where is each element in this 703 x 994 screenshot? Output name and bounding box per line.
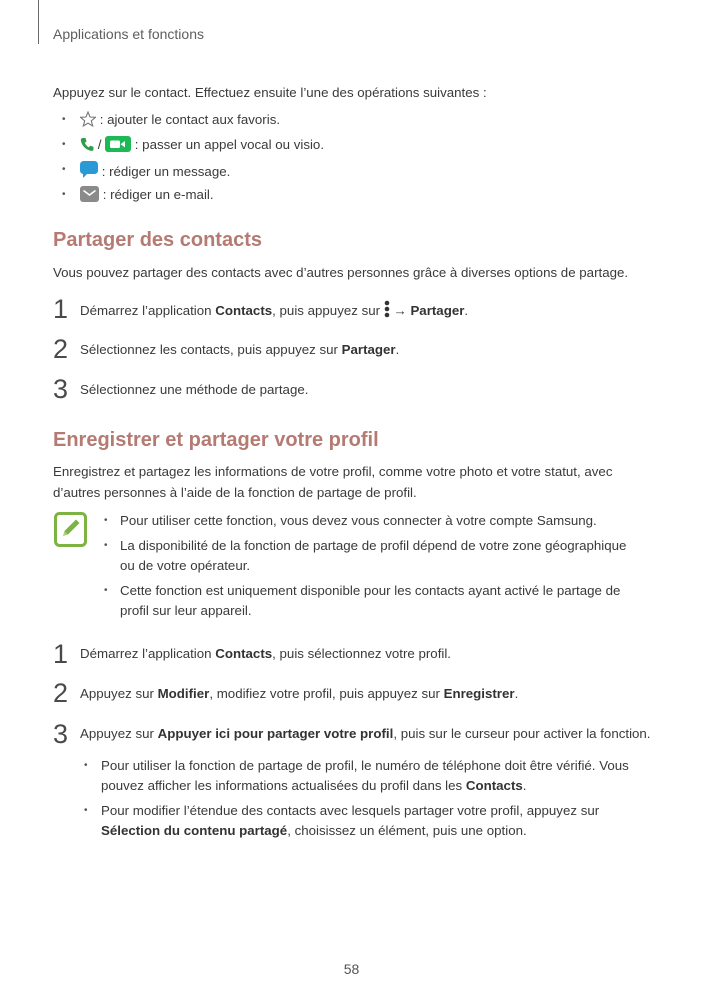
step-number: 1	[53, 294, 69, 324]
call-separator: /	[94, 137, 106, 152]
step-text: Sélectionnez les contacts, puis appuyez sur	[80, 342, 342, 357]
header-title: Applications et fonctions	[53, 26, 204, 42]
header-rule	[38, 0, 39, 44]
share-step-3: Sélectionnez une méthode de partage.	[80, 382, 309, 397]
share-step-1	[80, 300, 468, 323]
note-line-1: Pour utiliser cette fonction, vous devez vous connecter à votre compte Samsung.	[120, 513, 597, 528]
section-profile-description-1: Enregistrez et partagez les informations de votre profil, comme votre photo et votre statut, avec	[53, 464, 613, 479]
sub-text: pouvez afficher les informations actualisées du profil dans les	[101, 778, 466, 793]
note-bullet: •	[104, 585, 108, 596]
star-icon	[80, 111, 96, 132]
sub-bold: Sélection du contenu partagé	[101, 823, 288, 838]
step-number: 3	[53, 719, 69, 749]
step-bold: Partager	[410, 303, 465, 318]
bullet-favorite	[80, 111, 280, 132]
step-bold: Enregistrer	[443, 686, 515, 701]
section-heading-share: Partager des contacts	[53, 229, 262, 251]
step-bold: Contacts	[215, 303, 273, 318]
video-icon	[105, 136, 131, 157]
sub-bold: Contacts	[465, 778, 523, 793]
sub-text: .	[522, 778, 527, 793]
sub-text: , choisissez un élément, puis une option.	[287, 823, 527, 838]
profile-step-3	[80, 725, 651, 743]
step-text: Appuyez sur	[80, 686, 158, 701]
bullet-dot: •	[62, 114, 66, 125]
step-bold: Partager	[341, 342, 396, 357]
step-text: Démarrez l’application	[80, 646, 216, 661]
step-text: .	[514, 686, 519, 701]
sub-line-3: Pour modifier l’étendue des contacts avec lesquels partager votre profil, appuyez sur	[101, 803, 600, 818]
step-text: Appuyez sur	[80, 726, 158, 741]
page-number: 58	[343, 961, 360, 977]
sub-bullet: •	[84, 760, 88, 771]
arrow-text: →	[389, 303, 411, 318]
step-number: 1	[53, 639, 69, 669]
step-text: , modifiez votre profil, puis appuyez sur	[209, 686, 444, 701]
message-icon	[80, 161, 98, 184]
note-bullet: •	[104, 515, 108, 526]
bullet-email	[80, 186, 214, 207]
step-text: , puis appuyez sur	[272, 303, 384, 318]
note-line-5: profil sur leur appareil.	[120, 603, 252, 618]
section-share-description: Vous pouvez partager des contacts avec d’autres personnes grâce à diverses options de partage.	[53, 265, 629, 280]
sub-line-4	[101, 822, 527, 840]
email-icon	[80, 186, 99, 207]
bullet-dot: •	[62, 189, 66, 200]
section-profile-description-2: d’autres personnes à l’aide de la fonction de partage de profil.	[53, 485, 417, 500]
bullet-dot: •	[62, 164, 66, 175]
note-icon	[54, 512, 87, 550]
bullet-favorite-text: : ajouter le contact aux favoris.	[96, 112, 281, 127]
profile-step-1	[80, 645, 451, 663]
step-number: 3	[53, 374, 69, 404]
step-text: Démarrez l’application	[80, 303, 216, 318]
share-step-2	[80, 341, 399, 359]
section-heading-profile: Enregistrer et partager votre profil	[53, 429, 379, 451]
step-bold: Modifier	[157, 686, 210, 701]
profile-step-2	[80, 685, 518, 703]
sub-line-1: Pour utiliser la fonction de partage de profil, le numéro de téléphone doit être vérifié. Vous	[101, 758, 629, 773]
bullet-message-text: : rédiger un message.	[98, 164, 231, 179]
note-line-3: ou de votre opérateur.	[120, 558, 251, 573]
bullet-call	[80, 136, 324, 157]
phone-icon	[80, 137, 94, 157]
note-bullet: •	[104, 540, 108, 551]
intro-text: Appuyez sur le contact. Effectuez ensuite l’une des opérations suivantes :	[53, 85, 487, 100]
bullet-email-text: : rédiger un e-mail.	[99, 187, 214, 202]
bullet-call-text: : passer un appel vocal ou visio.	[131, 137, 325, 152]
note-line-2: La disponibilité de la fonction de partage de profil dépend de votre zone géographique	[120, 538, 627, 553]
note-line-4: Cette fonction est uniquement disponible pour les contacts ayant activé le partage de	[120, 583, 621, 598]
step-text: .	[464, 303, 469, 318]
bullet-message	[80, 161, 230, 184]
step-text: , puis sur le curseur pour activer la fonction.	[393, 726, 651, 741]
step-text: .	[395, 342, 400, 357]
step-bold: Appuyer ici pour partager votre profil	[157, 726, 394, 741]
sub-bullet: •	[84, 805, 88, 816]
step-number: 2	[53, 334, 69, 364]
step-text: , puis sélectionnez votre profil.	[272, 646, 451, 661]
bullet-dot: •	[62, 139, 66, 150]
step-number: 2	[53, 678, 69, 708]
sub-line-2	[101, 777, 526, 795]
step-bold: Contacts	[215, 646, 273, 661]
